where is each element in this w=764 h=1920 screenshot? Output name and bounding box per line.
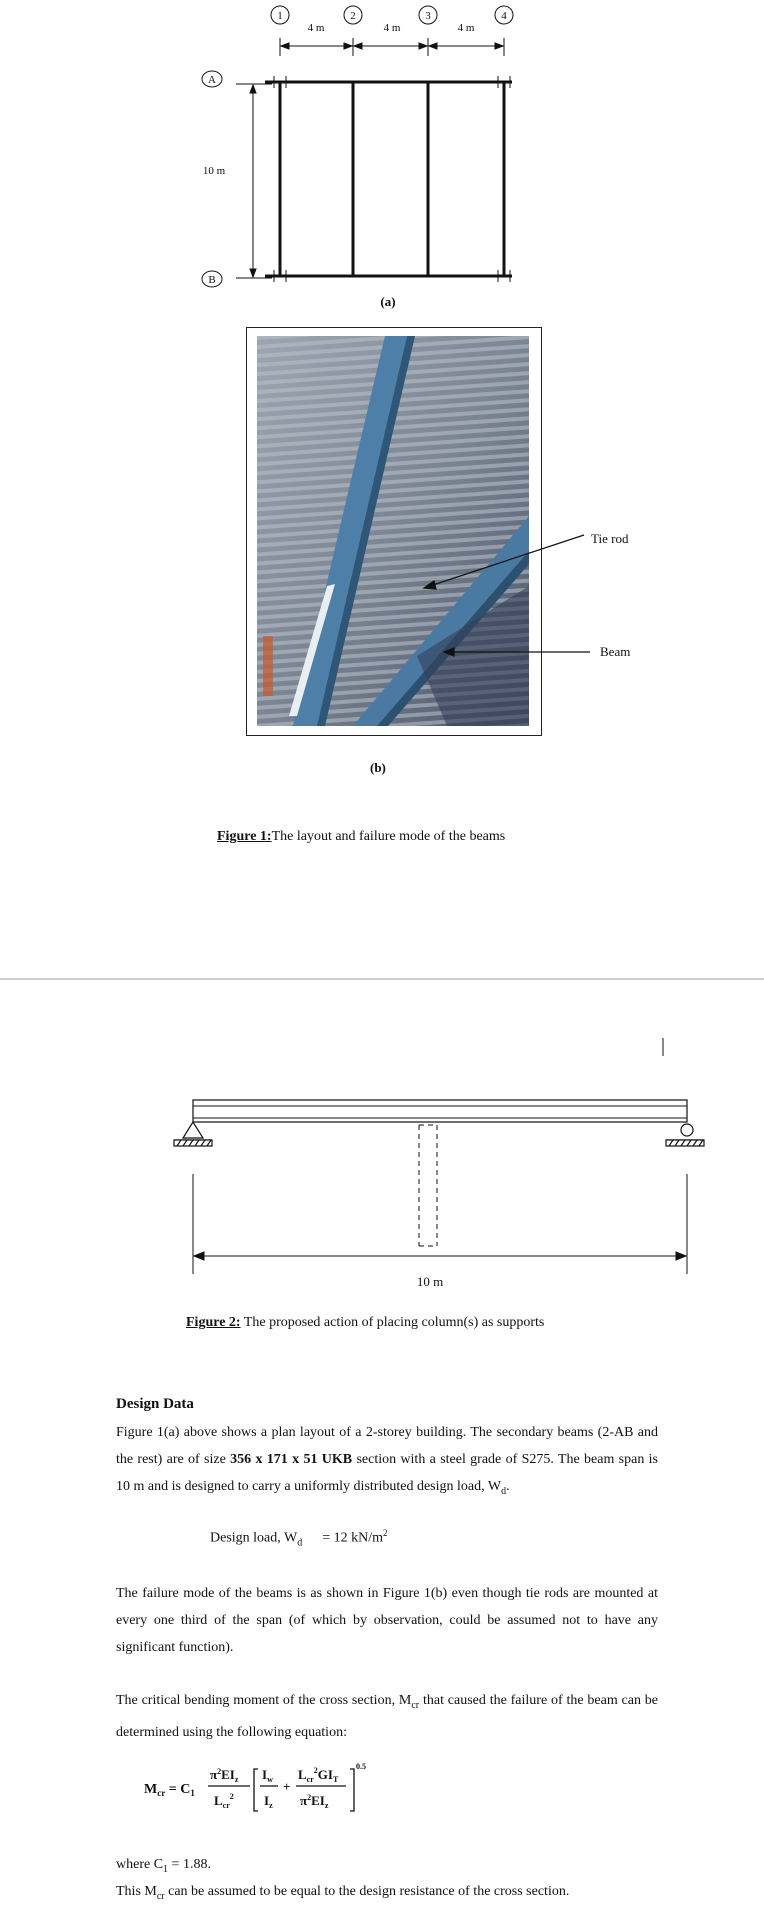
proposed-column	[419, 1125, 437, 1246]
span-label-1: 4 m	[307, 22, 325, 34]
grid-number-2: 2	[350, 10, 356, 22]
design-paragraph-1: Figure 1(a) above shows a plan layout of a 2-storey building. The secondary beams (2-AB and the rest) are of size 356 x 171 x 51 UKB section with a steel grade of S275. The beam span is 10 m and is designed to carry a uniformly distributed design load, $W_d$.	[116, 1425, 659, 1497]
pin-support	[174, 1122, 212, 1146]
beam-span-label: 10 m	[416, 1274, 444, 1289]
svg-text:Iw: $I_w$	[262, 1767, 273, 1784]
roller-support	[666, 1124, 704, 1146]
svg-text:Mcr = C1: $M_{cr} = C_1$	[144, 1782, 195, 1798]
subfigure-b-label: (b)	[370, 760, 386, 775]
beam-label: Beam	[600, 644, 631, 659]
tie-rod-label: Tie rod	[591, 531, 629, 546]
design-data-heading: Design Data	[116, 1396, 194, 1412]
design-paragraph-2: The failure mode of the beams is as shown in Figure 1(b) even though tie rods are mounted at every one third of the span (of which by observation, could be assumed not to have any significant function).	[116, 1586, 658, 1655]
subfigure-a-label: (a)	[380, 294, 396, 309]
where-line: where $C_1 = 1.88$.	[116, 1857, 211, 1875]
grid-number-3: 3	[425, 10, 431, 22]
last-line: This $M_{cr}$ can be assumed to be equal to the design resistance of the cross section.	[116, 1884, 570, 1902]
grid-number-4: 4	[501, 10, 507, 22]
photo-annotations	[0, 0, 764, 760]
svg-text:Lcr2: $L_{cr}^2$	[214, 1792, 234, 1810]
page-divider	[0, 978, 764, 980]
span-dimension-line	[193, 1174, 687, 1274]
design-load-value: = 12 kN/m	[322, 1530, 384, 1546]
figure-2-caption-text: The proposed action of placing column(s) as supports	[240, 1315, 545, 1330]
svg-text:+: +	[283, 1779, 291, 1794]
design-load-line: Design load, $W_d = 12$ $kN/m^2$	[210, 1528, 388, 1549]
beam-support-diagram	[0, 1020, 764, 1320]
figure-1-caption	[217, 829, 505, 845]
svg-text:π2EIz: $\pi^2EI_z$	[210, 1767, 239, 1784]
figure-1-caption-text: The layout and failure mode of the beams	[271, 829, 506, 844]
row-label-b: B	[208, 274, 216, 286]
row-label-a: A	[208, 74, 216, 86]
svg-text:π2EIz: $\pi^2EI_z$	[300, 1793, 329, 1810]
span-label-3: 4 m	[457, 22, 475, 34]
design-load-label: Design load, W	[210, 1530, 298, 1546]
figure-2-caption-label: Figure 2:	[186, 1315, 241, 1330]
height-label: 10 m	[202, 165, 226, 177]
svg-text:0.5: 0.5	[356, 1762, 366, 1771]
figure-2-caption	[186, 1315, 544, 1331]
figure-1-caption-label: Figure 1:	[217, 829, 272, 844]
span-label-2: 4 m	[383, 22, 401, 34]
critical-moment-equation	[140, 1755, 380, 1825]
svg-text:Lcr2GIT: $L_{cr}^2GI_T$	[298, 1766, 339, 1784]
svg-text:Iz: $I_z$	[264, 1793, 273, 1810]
design-paragraph-3: The critical bending moment of the cross section, $M_{cr}$ that caused the failure of the beam can be determined using the following equation:	[116, 1693, 658, 1740]
grid-number-1: 1	[277, 10, 283, 22]
